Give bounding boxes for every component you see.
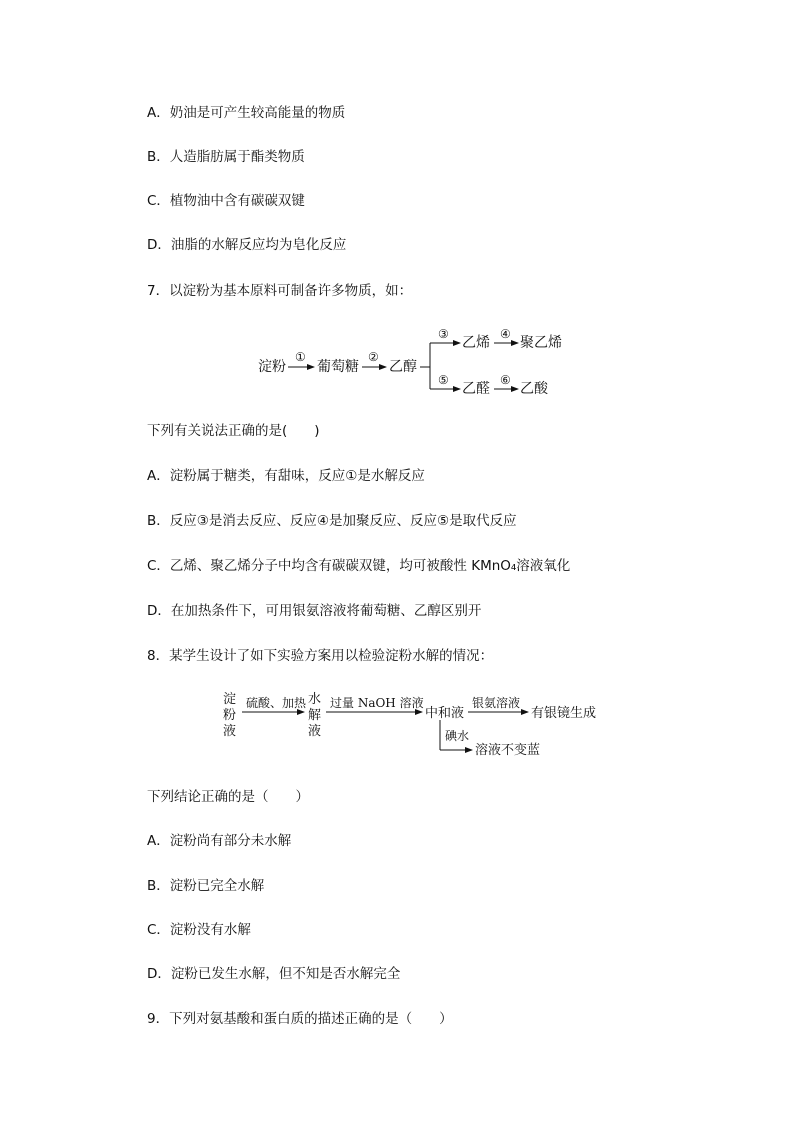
q7-reaction-diagram [250, 325, 580, 401]
q8-result-2: 溶液不变蓝 [475, 743, 541, 758]
q6-option-c: C．植物油中含有碳碳双键 [147, 193, 305, 209]
q7-starch: 淀粉 [258, 359, 286, 375]
q7-ethylene: 乙烯 [462, 335, 490, 351]
q7-step-6: ⑥ [500, 373, 511, 387]
q8-experiment-diagram [218, 688, 608, 766]
q7-step-2: ② [368, 350, 379, 364]
q8-step-1: 硫酸、加热 [246, 696, 307, 710]
q7-option-d: D．在加热条件下，可用银氨溶液将葡萄糖、乙醇区别开 [147, 603, 482, 619]
q8-option-c: C．淀粉没有水解 [147, 922, 251, 938]
q7-acetic-acid: 乙酸 [520, 381, 548, 397]
q8-hydro-char-1: 水 [308, 692, 322, 707]
q6-option-b: B．人造脂肪属于酯类物质 [147, 149, 305, 165]
q8-hydro-char-3: 液 [308, 724, 322, 739]
q8-step-2: 过量 NaOH 溶液 [330, 696, 424, 710]
q7-option-c: C．乙烯、聚乙烯分子中均含有碳碳双键，均可被酸性 KMnO₄溶液氧化 [147, 558, 571, 574]
q8-question: 下列结论正确的是（ ） [147, 789, 309, 805]
q8-result-1: 有银镜生成 [531, 706, 597, 721]
q7-step-4: ④ [500, 327, 511, 341]
q6-option-a: A．奶油是可产生较高能量的物质 [147, 105, 346, 121]
q8-hydro-char-2: 解 [308, 708, 322, 723]
q7-option-b: B．反应③是消去反应、反应④是加聚反应、反应⑤是取代反应 [147, 513, 517, 529]
q7-question: 下列有关说法正确的是( ) [147, 423, 320, 439]
q7-option-a: A．淀粉属于糖类，有甜味，反应①是水解反应 [147, 468, 425, 484]
q8-step-4: 碘水 [445, 729, 470, 743]
q7-step-1: ① [295, 350, 306, 364]
q7-stem: 7．以淀粉为基本原料可制备许多物质，如： [147, 283, 413, 299]
q8-neutralized: 中和液 [425, 706, 465, 721]
q8-starch-char-1: 淀 [223, 692, 237, 707]
q8-option-d: D．淀粉已发生水解，但不知是否水解完全 [147, 966, 401, 982]
q9-stem: 9．下列对氨基酸和蛋白质的描述正确的是（ ） [147, 1011, 453, 1027]
q8-option-a: A．淀粉尚有部分未水解 [147, 833, 292, 849]
q8-stem: 8．某学生设计了如下实验方案用以检验淀粉水解的情况： [147, 648, 494, 664]
q8-step-3: 银氨溶液 [472, 696, 521, 710]
q7-step-5: ⑤ [438, 373, 449, 387]
q8-option-b: B．淀粉已完全水解 [147, 878, 265, 894]
q7-polyethylene: 聚乙烯 [520, 335, 562, 351]
q7-ethanol: 乙醇 [389, 359, 417, 375]
q7-step-3: ③ [438, 327, 449, 341]
q7-acetaldehyde: 乙醛 [462, 381, 490, 397]
q8-starch-char-2: 粉 [223, 708, 237, 723]
q6-option-d: D．油脂的水解反应均为皂化反应 [147, 237, 347, 253]
q7-glucose: 葡萄糖 [317, 359, 359, 375]
q8-starch-char-3: 液 [223, 724, 237, 739]
